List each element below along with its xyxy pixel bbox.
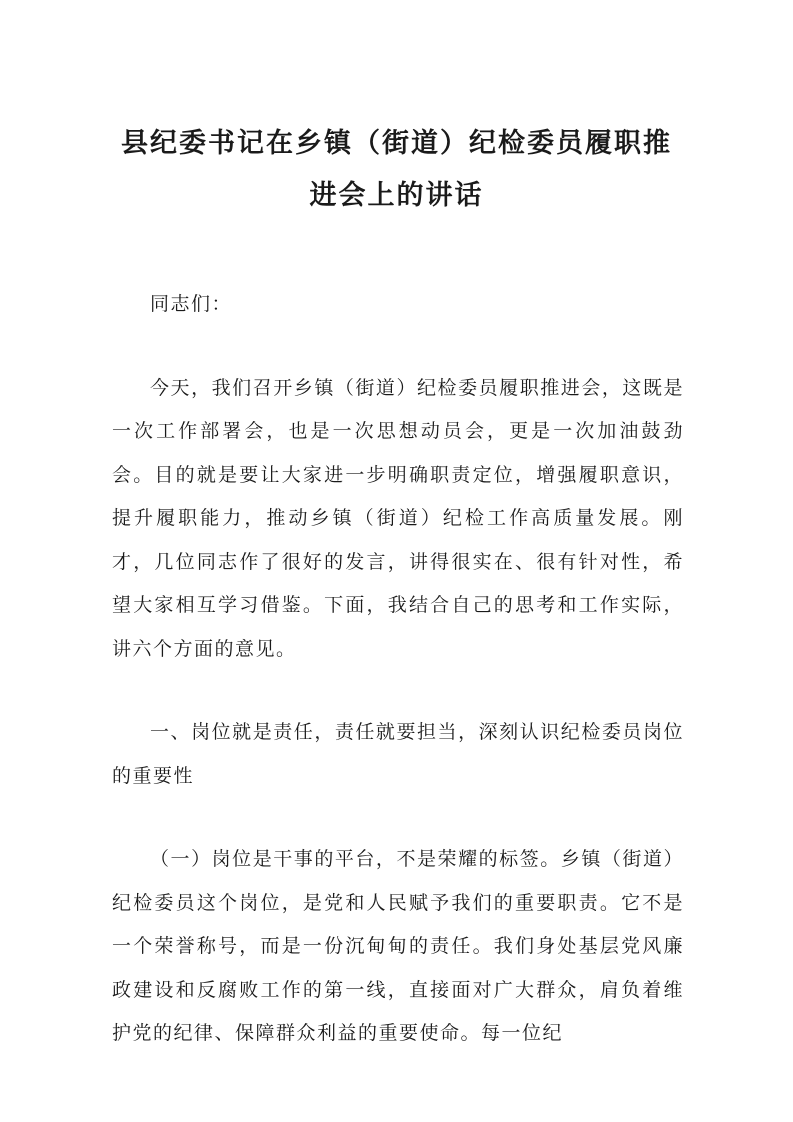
document-body [112, 283, 684, 1096]
paragraph-intro: 今天，我们召开乡镇（街道）纪检委员履职推进会，这既是一次工作部署会，也是一次思想动员会，更是一次加油鼓劲会。目的就是要让大家进一步明确职责定位，增强履职意识，提升履职能力，推动乡镇（街道）纪检工作高质量发展。刚才，几位同志作了很好的发言，讲得很实在、很有针对性，希望大家相互学习借鉴。下面，我结合自己的思考和工作实际，讲六个方面的意见。 [112, 376, 684, 660]
greeting: 同志们： [150, 293, 233, 315]
paragraph-subsection-1: （一）岗位是干事的平台，不是荣耀的标签。乡镇（街道）纪检委员这个岗位，是党和人民赋予我们的重要职责。它不是一个荣誉称号，而是一份沉甸甸的责任。我们身处基层党风廉政建设和反腐败工作的第一线，直接面对广大群众，肩负着维护党的纪律、保障群众利益的重要使命。每一位纪 [112, 848, 684, 1044]
title-line-2: 进会上的讲话 [309, 180, 484, 211]
title-line-1: 县纪委书记在乡镇（街道）纪检委员履职推 [121, 128, 672, 159]
section-heading-1: 一、岗位就是责任，责任就要担当，深刻认识纪检委员岗位的重要性 [112, 721, 684, 787]
document-title [100, 118, 693, 222]
